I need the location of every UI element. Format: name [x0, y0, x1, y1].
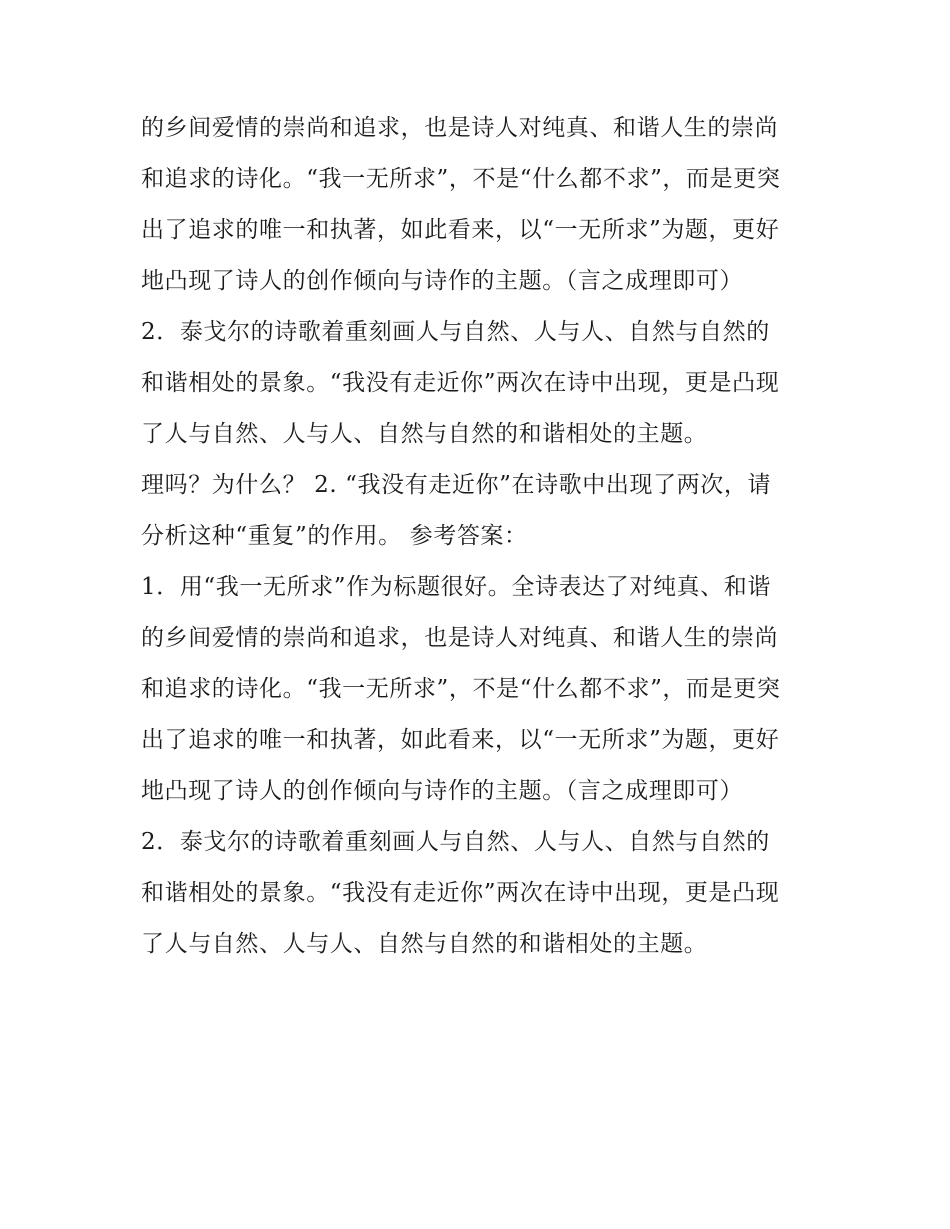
text-line-10: 1．用“我一无所求”作为标题很好。全诗表达了对纯真、和谐: [141, 574, 771, 600]
text-line-14: 地凸现了诗人的创作倾向与诗作的主题。（言之成理即可）: [141, 778, 744, 804]
text-line-15: 2．泰戈尔的诗歌着重刻画人与自然、人与人、自然与自然的: [141, 829, 770, 855]
text-line-8: 理吗？为什么？ 2. “我没有走近你”在诗歌中出现了两次，请: [141, 472, 772, 498]
text-line-17: 了人与自然、人与人、自然与自然的和谐相处的主题。: [141, 931, 708, 957]
document-body: [141, 103, 831, 970]
text-line-5: 2．泰戈尔的诗歌着重刻画人与自然、人与人、自然与自然的: [141, 319, 770, 345]
text-line-9: 分析这种“重复”的作用。 参考答案：: [141, 523, 528, 549]
text-line-2: 和追求的诗化。“我一无所求”，不是“什么都不求”，而是更突: [141, 166, 781, 192]
text-line-3: 出了追求的唯一和执著，如此看来，以“一无所求”为题，更好: [141, 217, 780, 243]
text-line-4: 地凸现了诗人的创作倾向与诗作的主题。（言之成理即可）: [141, 268, 744, 294]
text-line-7: 了人与自然、人与人、自然与自然的和谐相处的主题。: [141, 421, 708, 447]
text-line-6: 和谐相处的景象。“我没有走近你”两次在诗中出现，更是凸现: [141, 370, 780, 396]
text-line-12: 和追求的诗化。“我一无所求”，不是“什么都不求”，而是更突: [141, 676, 781, 702]
text-line-13: 出了追求的唯一和执著，如此看来，以“一无所求”为题，更好: [141, 727, 780, 753]
text-line-16: 和谐相处的景象。“我没有走近你”两次在诗中出现，更是凸现: [141, 880, 780, 906]
text-line-1: 的乡间爱情的崇尚和追求，也是诗人对纯真、和谐人生的崇尚: [141, 115, 779, 141]
text-line-11: 的乡间爱情的崇尚和追求，也是诗人对纯真、和谐人生的崇尚: [141, 625, 779, 651]
